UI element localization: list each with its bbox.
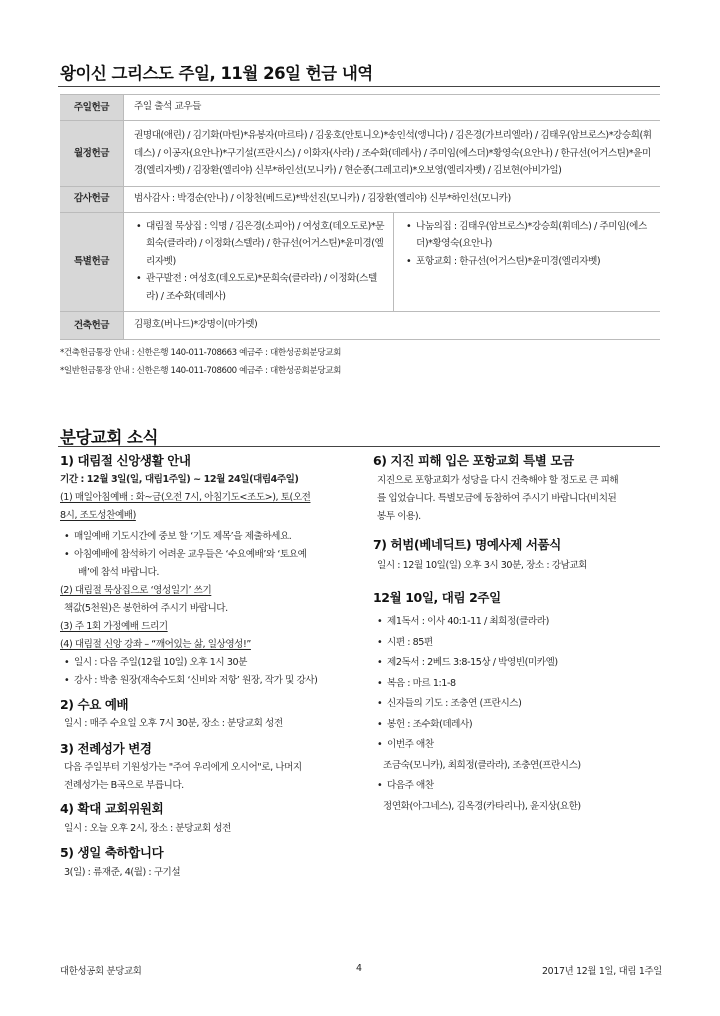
news-left-column [60, 452, 352, 882]
list-item: • 아침예배에 참석하기 어려운 교우들은 ‘수요예배’와 ‘토요예 [60, 546, 352, 564]
section-heading: 3) 전례성가 변경 [60, 741, 152, 756]
body-text: 지진으로 포항교회가 성당을 다시 건축해야 할 정도로 큰 피해 [377, 475, 619, 486]
row-value: 김평호(버나드)*강명이(마가렛) [124, 312, 661, 340]
body-text: 일시 : 매주 수요일 오후 7시 30분, 장소 : 분당교회 성전 [64, 718, 283, 729]
row-value [124, 212, 661, 312]
section-heading: 6) 지진 피해 입은 포항교회 특별 모금 [373, 453, 574, 468]
list-item: • 나눔의집 : 김태우(암브로스)*강승희(휘데스) / 주미임(에스더)*황영숙(요안나) [404, 218, 652, 253]
section-heading: 2) 수요 예배 [60, 697, 129, 712]
subheading: (4) 대림절 신앙 강좌 – “깨어있는 삶, 일상영성!” [60, 639, 251, 650]
body-text: 책값(5천원)은 봉헌하여 주시기 바랍니다. [64, 603, 228, 614]
table-row [60, 121, 660, 187]
section-heading: 7) 허범(베네딕트) 명예사제 서품식 [373, 537, 561, 552]
body-text: 전례성가는 B곡으로 부릅니다. [64, 780, 184, 791]
list-item: • 일시 : 다음 주일(12월 10일) 오후 1시 30분 [60, 654, 352, 672]
subheading: (2) 대림절 묵상집으로 ‘영성일기’ 쓰기 [60, 585, 212, 596]
list-item: • 이번주 애찬 [373, 735, 663, 756]
row-value: 권명대(애린) / 김기화(마틴)*유봉자(마르타) / 김웅호(안토니오)*송인석(앵니다) / 김은경(가브리엘라) / 김태우(암브로스)*강승희(휘데스) / 이공자(요안나)*구기설(프란시스) / 이화자(사라) / 조수화(데레사) / 주미임(에스더)*황영숙(요안나) / 한규선(어거스틴)*윤미경(엘리자벳) / 김장환(엘리야) 신부*하인선(모니카) / 현순종(그레고리)*오보영(엘리자벳) / 김보현(아비가일) [124, 121, 661, 187]
body-text: 다음 주일부터 기원성가는 "주여 우리에게 오시어"로, 나머지 [64, 762, 302, 773]
table-row [60, 212, 660, 312]
subheading: (1) 매일아침예배 : 화~금(오전 7시, 아침기도<조도>), 토(오전 [60, 492, 311, 503]
offering-title: 왕이신 그리스도 주일, 11월 26일 헌금 내역 [60, 64, 373, 83]
news-right-column [373, 452, 663, 817]
body-text: 3(일) : 류재준, 4(월) : 구기설 [64, 867, 181, 878]
list-item: • 신자들의 기도 : 조충연 (프란시스) [373, 694, 663, 715]
section-heading: 12월 10일, 대림 2주일 [373, 590, 501, 605]
section-heading: 4) 확대 교회위원회 [60, 801, 164, 816]
account-note: *일반헌금통장 안내 : 신한은행 140-011-708600 예금주 : 대한성공회분당교회 [60, 366, 342, 376]
row-label: 주일헌금 [60, 95, 124, 121]
footer-church: 대한성공회 분당교회 [60, 966, 142, 977]
row-label: 특별헌금 [60, 212, 124, 312]
list-item: • 포항교회 : 한규선(어거스틴)*윤미경(엘리자벳) [404, 253, 652, 271]
list-item: • 강사 : 박총 원장(재속수도회 ‘신비와 저항’ 원장, 작가 및 강사) [60, 672, 352, 690]
list-item-cont: 정연화(아그네스), 김옥경(카타리나), 윤지상(요한) [383, 800, 581, 812]
list-item: • 시편 : 85편 [373, 633, 663, 654]
list-item: • 관구발전 : 여성호(데오도로)*문희숙(클라라) / 이정화(스텔라) / 조수화(데레사) [134, 270, 385, 305]
list-item: • 매일예배 기도시간에 중보 할 ‘기도 제목’을 제출하세요. [60, 528, 352, 546]
special-left-column [124, 213, 393, 312]
list-item: • 대림절 묵상집 : 익명 / 김은경(소피아) / 여성호(데오도로)*문희숙(클라라) / 이정화(스텔라) / 한규선(어거스틴)*윤미경(엘리자벳) [134, 218, 385, 271]
list-item: • 제2독서 : 2베드 3:8-15상 / 박영빈(미카엘) [373, 653, 663, 674]
sunday-list [373, 612, 663, 817]
period-text: 기간 : 12월 3일(일, 대림1주일) ~ 12월 24일(대림4주일) [60, 474, 299, 485]
special-right-column [393, 213, 660, 312]
news-title: 분당교회 소식 [60, 428, 158, 447]
row-label: 건축헌금 [60, 312, 124, 340]
body-text: 일시 : 오늘 오후 2시, 장소 : 분당교회 성전 [64, 823, 231, 834]
subheading: (3) 주 1회 가정예배 드리기 [60, 621, 168, 632]
subheading: 8시, 조도성찬예배) [60, 510, 136, 521]
list-item: • 제1독서 : 이사 40:1-11 / 최희정(클라라) [373, 612, 663, 633]
page-number: 4 [356, 963, 362, 974]
body-text: 를 입었습니다. 특별모금에 동참하여 주시기 바랍니다(비치된 [377, 493, 617, 504]
row-label: 월정헌금 [60, 121, 124, 187]
table-row [60, 186, 660, 212]
list-item: • 복음 : 마르 1:1-8 [373, 674, 663, 695]
table-row [60, 312, 660, 340]
section-heading: 1) 대림절 신앙생활 안내 [60, 453, 191, 468]
offering-table [60, 94, 660, 340]
footer-date: 2017년 12월 1일, 대림 1주일 [541, 966, 662, 977]
list-item: • 다음주 애찬 [373, 776, 663, 797]
body-text: 일시 : 12월 10일(일) 오후 3시 30분, 장소 : 강남교회 [377, 560, 587, 571]
list-item: • 봉헌 : 조수화(데레사) [373, 715, 663, 736]
section-heading: 5) 생일 축하합니다 [60, 845, 164, 860]
table-row [60, 95, 660, 121]
title-rule [58, 446, 660, 447]
list-item-cont: 조금숙(모니카), 최희정(클라라), 조충연(프란시스) [383, 759, 581, 771]
account-note: *건축헌금통장 안내 : 신한은행 140-011-708663 예금주 : 대한성공회분당교회 [60, 348, 342, 358]
row-label: 감사헌금 [60, 186, 124, 212]
body-text: 봉투 이용). [377, 511, 421, 522]
title-rule [58, 86, 660, 87]
row-value: 주일 출석 교우들 [124, 95, 661, 121]
row-value: 범사감사 : 박경순(안나) / 이창천(베드로)*박선진(모니카) / 김장환(엘리야) 신부*하인선(모니카) [124, 186, 661, 212]
list-item-cont: 배’에 참석 바랍니다. [78, 567, 159, 578]
